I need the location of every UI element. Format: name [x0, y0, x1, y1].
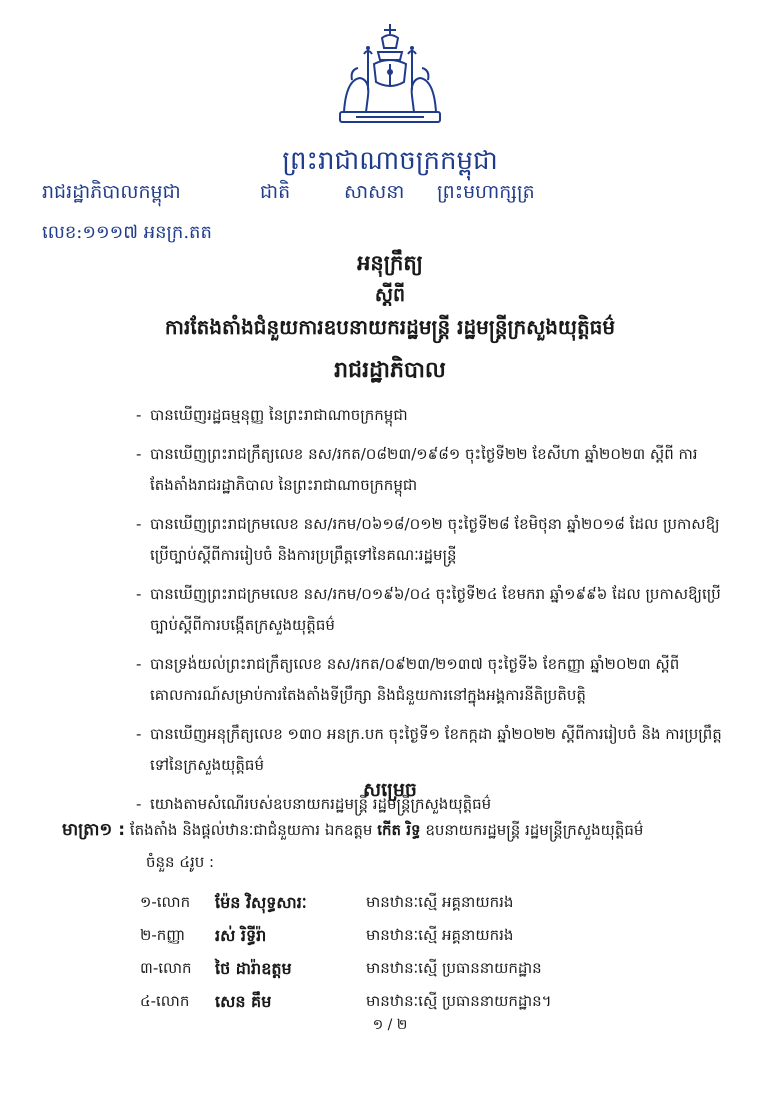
consideration-item: - បានទ្រង់យល់ព្រះរាជក្រឹត្យលេខ នស/រកត/០៩២៣/២១៣៧ ចុះថ្ងៃទី៦ ខែកញ្ញា ឆ្នាំ២០២៣ ស្តីពីគោលការណ៍សម្រាប់ការតែងតាំងទីប្រឹក្សា និងជំនួយការនៅក្នុងអង្គការនីតិប្រតិបត្តិ [136, 649, 736, 711]
list-item [140, 985, 740, 1018]
list-item [140, 919, 740, 952]
article-label: មាត្រា១ : [62, 820, 126, 840]
member-index: ១-លោក [140, 893, 191, 911]
members-list [140, 886, 740, 1018]
list-item [140, 886, 740, 919]
member-index: ៣-លោក [140, 959, 192, 977]
consideration-item: - បានឃើញរដ្ឋធម្មនុញ្ញ នៃព្រះរាជាណាចក្រកម្ពុជា [136, 400, 736, 431]
motto-king: ព្រះមហាក្សត្រ [437, 181, 535, 203]
article-1 [62, 814, 742, 878]
issuer-heading: រាជរដ្ឋាភិបាល [334, 358, 446, 383]
consideration-item: - យោងតាមសំណើរបស់ឧបនាយករដ្ឋមន្ត្រី រដ្ឋមន្ត្រីក្រសួងយុត្តិធម៌ [136, 789, 736, 820]
member-count: ចំនួន ៤រូប : [146, 853, 215, 871]
member-name: ថៃ ដារ៉ាឧត្តម [215, 959, 292, 978]
about-label: ស្តីពី [374, 284, 406, 306]
document-subject: ការតែងតាំងជំនួយការឧបនាយករដ្ឋមន្ត្រី រដ្ឋមន្ត្រីក្រសួងយុត្តិធម៌ [164, 315, 616, 339]
member-name: សេន គឹម [215, 992, 272, 1011]
page-number: ១ / ២ [372, 1017, 408, 1033]
member-index: ៤-លោក [140, 992, 190, 1010]
official-name: កើត រិទ្ធ [377, 821, 421, 839]
member-index: ២-កញ្ញា [140, 926, 186, 944]
motto-religion: សាសនា [344, 181, 405, 203]
reference-number: លេខ:១១១៧ អនក្រ.តត [42, 222, 212, 243]
decision-heading: សម្រេច [363, 779, 417, 801]
royal-arms-emblem-icon [330, 20, 450, 128]
member-name: រស់ រិទ្ធីរ៉ា [215, 926, 267, 945]
consideration-item: - បានឃើញព្រះរាជក្រមលេខ នស/រកម/០១៩៦/០៤ ចុះថ្ងៃទី២៤ ខែមករា ឆ្នាំ១៩៩៦ ដែល ប្រកាសឱ្យប្រើច្បាប់ស្តីពីការបង្កើតក្រសួងយុត្តិធម៌ [136, 579, 736, 641]
consideration-item: - បានឃើញព្រះរាជក្រឹត្យលេខ នស/រកត/០៨២៣/១៩៨១ ចុះថ្ងៃទី២២ ខែសីហា ឆ្នាំ២០២៣ ស្តីពី ការតែងតាំងរាជរដ្ឋាភិបាល នៃព្រះរាជាណាចក្រកម្ពុជា [136, 439, 736, 501]
considerations-list [136, 400, 736, 828]
header-row [42, 180, 742, 210]
article-text-before: តែងតាំង និងផ្តល់ឋានៈជាជំនួយការ ឯកឧត្តម [129, 821, 373, 839]
document-type: អនុក្រឹត្យ [357, 251, 423, 275]
consideration-item: - បានឃើញអនុក្រឹត្យលេខ ១៣០ អនក្រ.បក ចុះថ្ងៃទី១ ខែកក្កដា ឆ្នាំ២០២២ ស្តីពីការរៀបចំ និង ការប្រព្រឹត្តទៅនៃក្រសួងយុត្តិធម៌ [136, 719, 736, 781]
consideration-item: - បានឃើញព្រះរាជក្រមលេខ នស/រកម/០៦១៨/០១២ ចុះថ្ងៃទី២៨ ខែមិថុនា ឆ្នាំ២០១៨ ដែល ប្រកាសឱ្យប្រើច្បាប់ស្តីពីការរៀបចំ និងការប្រព្រឹត្តទៅនៃគណៈរដ្ឋមន្ត្រី [136, 509, 736, 571]
article-text-after: ឧបនាយករដ្ឋមន្ត្រី រដ្ឋមន្ត្រីក្រសួងយុត្តិធម៌ [425, 821, 644, 839]
kingdom-heading: ព្រះរាជាណាចក្រកម្ពុជា [282, 146, 498, 176]
government-name: រាជរដ្ឋាភិបាលកម្ពុជា [42, 181, 181, 203]
member-rank: មានឋានៈស្មើ អគ្គនាយករង [366, 893, 514, 911]
member-name: ម៉ែន វិសុទ្ធសារៈ [215, 893, 307, 912]
member-rank: មានឋានៈស្មើ អគ្គនាយករង [366, 926, 514, 944]
member-rank: មានឋានៈស្មើ ប្រធាននាយកដ្ឋាន [366, 959, 542, 977]
member-rank: មានឋានៈស្មើ ប្រធាននាយកដ្ឋាន។ [366, 992, 552, 1010]
list-item [140, 952, 740, 985]
motto-nation: ជាតិ [260, 181, 291, 203]
